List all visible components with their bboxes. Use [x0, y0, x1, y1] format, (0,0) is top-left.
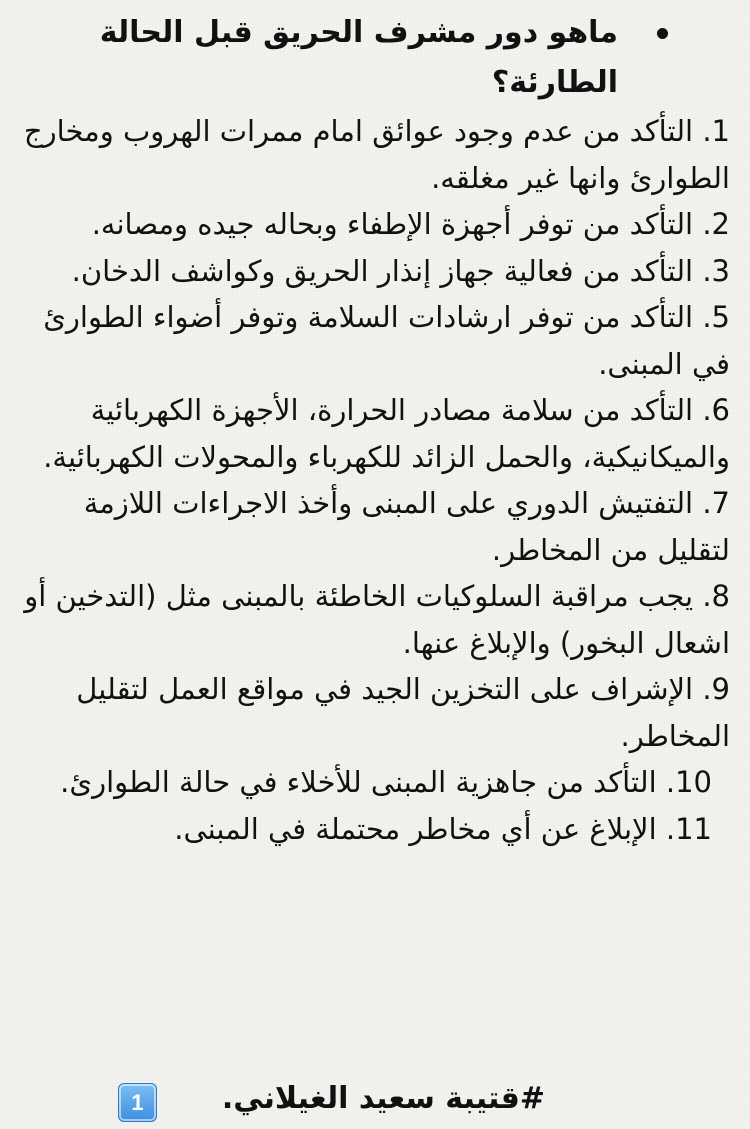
- list-item: [20, 573, 730, 666]
- list-item: [20, 759, 730, 806]
- list-item: [20, 480, 730, 573]
- keycap-digit-one-icon: 1: [118, 1083, 157, 1122]
- item-number: 8.: [702, 579, 730, 613]
- list-item: [20, 108, 730, 201]
- item-text: التأكد من سلامة مصادر الحرارة، الأجهزة الكهربائية والميكانيكية، والحمل الزائد للكهرباء والمحولات الكهربائية.: [43, 393, 730, 474]
- bullet-dot-icon: [657, 28, 668, 39]
- item-number: 3.: [702, 253, 730, 288]
- note-body: [20, 0, 730, 852]
- list-item: [20, 248, 730, 295]
- list-item: [20, 294, 730, 387]
- item-text: التأكد من توفر أجهزة الإطفاء وبحاله جيده ومصانه.: [91, 207, 694, 241]
- item-number: 5.: [702, 300, 730, 334]
- author-hashtag: #قتيبة سعيد الغيلاني.: [221, 1081, 545, 1116]
- item-text: الإشراف على التخزين الجيد في مواقع العمل لتقليل المخاطر.: [76, 672, 730, 753]
- list-item: [20, 666, 730, 759]
- item-text: التفتيش الدوري على المبنى وأخذ الاجراءات اللازمة لتقليل من المخاطر.: [83, 486, 730, 567]
- item-number: 6.: [702, 393, 730, 427]
- list-item: [20, 201, 730, 248]
- item-number: 7.: [702, 486, 730, 520]
- list-item: [20, 387, 730, 480]
- question-heading: [20, 8, 618, 108]
- item-text: يجب مراقبة السلوكيات الخاطئة بالمبنى مثل (التدخين أو اشعال البخور) والإبلاغ عنها.: [24, 579, 730, 660]
- list-item: [20, 806, 730, 853]
- item-text: التأكد من جاهزية المبنى للأخلاء في حالة الطوارئ.: [60, 765, 657, 799]
- checklist: [20, 108, 730, 852]
- item-text: التأكد من عدم وجود عوائق امام ممرات الهروب ومخارج الطوارئ وانها غير مغلقه.: [23, 114, 730, 195]
- item-number: 10.: [665, 765, 712, 799]
- item-text: الإبلاغ عن أي مخاطر محتملة في المبنى.: [174, 811, 657, 846]
- item-number: 9.: [702, 672, 730, 706]
- item-text: التأكد من توفر ارشادات السلامة وتوفر أضواء الطوارئ في المبنى.: [43, 300, 730, 381]
- item-number: 2.: [702, 207, 730, 241]
- item-text: التأكد من فعالية جهاز إنذار الحريق وكواشف الدخان.: [71, 253, 694, 288]
- item-number: 1.: [702, 114, 730, 148]
- item-number: 11.: [665, 811, 712, 846]
- question-text: ماهو دور مشرف الحريق قبل الحالة الطارئة؟: [99, 15, 618, 100]
